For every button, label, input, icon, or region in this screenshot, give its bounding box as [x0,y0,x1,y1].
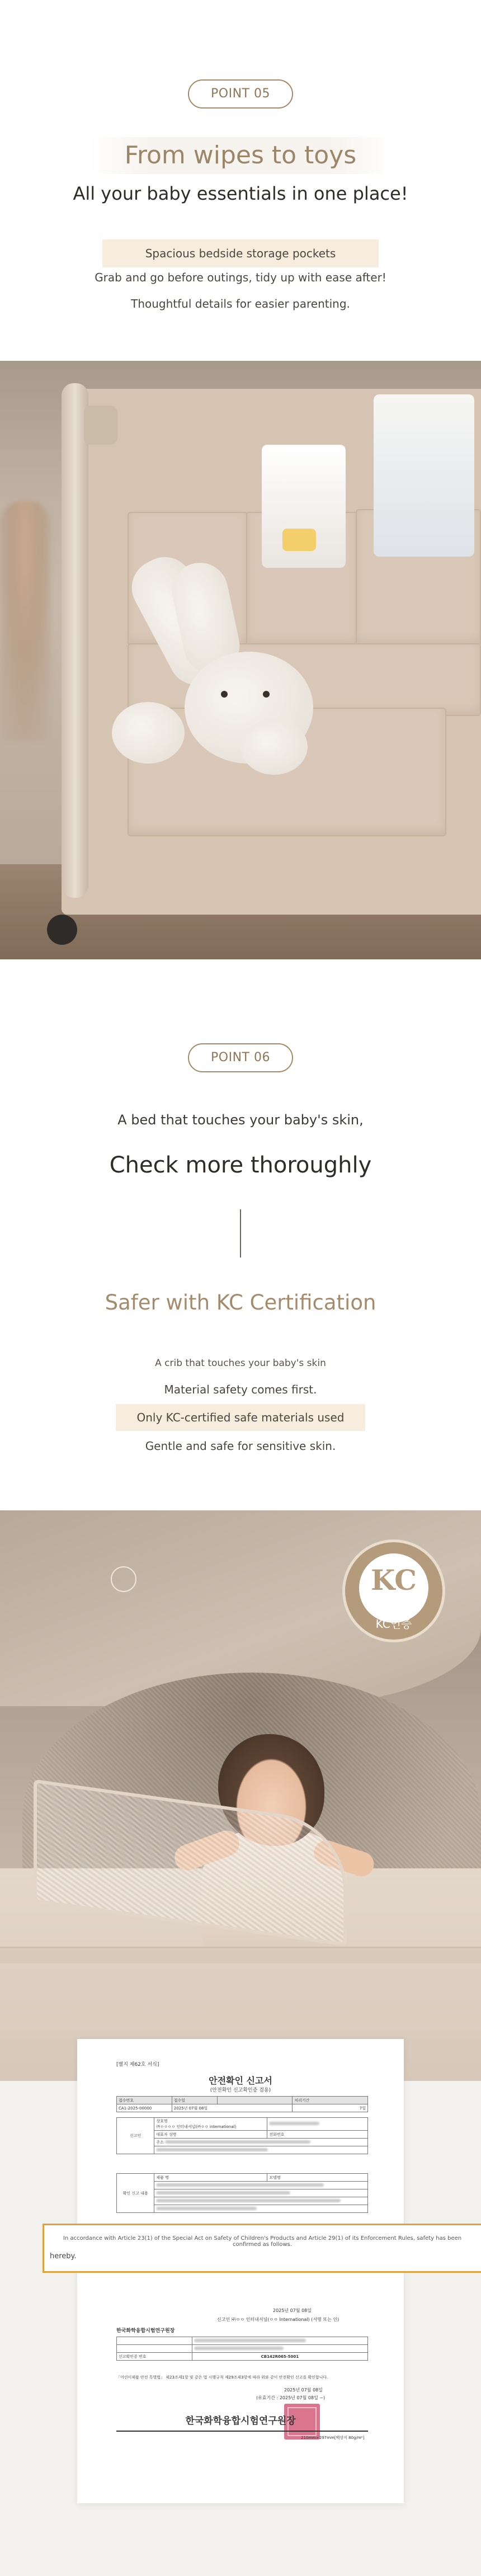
point05-line1: Grab and go before outings, tidy up with ease after! [95,271,386,284]
certificate-divider [116,2431,368,2432]
blurred-child [0,501,50,741]
point06-line3: Gentle and safe for sensitive skin. [145,1439,336,1453]
point05-line2: Thoughtful details for easier parenting. [131,297,350,310]
certificate-title: 안전확인 신고서 [209,2075,272,2086]
cell: 접수번호 [117,2097,172,2104]
cell: CB142R065-5001 [192,2353,367,2361]
kc-certification-badge [342,1539,445,1642]
certificate-date: 2025년 07월 08일 [273,2308,312,2313]
cell: 대표자 성명 [154,2131,267,2139]
callout-text: In accordance with Article 23(1) of the Special Act on Safety of Children's Products and Article 29(1) of its Enforcement Rules, safety has been confirmed as follows. [63,2235,462,2248]
cell: 2025년 07월 08일 [172,2104,293,2112]
cell: 상호명 [156,2119,168,2123]
bunny-eye [221,691,228,698]
certificate-signature-line: 신고인 ㈜ㅇㅇ 인터내셔널(ㅇㅇ International) (서명 또는 인) [217,2317,339,2322]
kc-badge-label: KC인증 [375,1617,412,1631]
blurred-text [156,2183,324,2187]
blurred-text [194,2347,284,2350]
bunny-eye [263,691,270,698]
crib-wheel [47,915,77,945]
kc-mark-icon: KC [371,1564,417,1597]
certificate-subtitle: (안전확인 신고확인증 겸용) [210,2088,271,2093]
blurred-text [194,2339,306,2342]
callout-text-continued: hereby. [50,2252,77,2261]
certificate-receipt-table [116,2096,368,2112]
point-badge: POINT 06 [188,1043,293,1072]
point06-intro: A bed that touches your baby's skin, [117,1112,364,1128]
certificate-number-table [116,2337,368,2361]
baby-in-crib-photo [0,1510,481,2081]
cell: 신고인 [117,2118,154,2154]
cell: 제품 명 [154,2174,267,2182]
point05-section [0,0,481,361]
certificate-confirm-note: 「어린이제품 안전 특별법」 제23조제1항 및 같은 법 시행규칙 제29조제3항에 따라 위와 같이 안전확인 신고를 확인합니다. [116,2375,328,2380]
cell: 접수일 [172,2097,217,2104]
crib-post-cap [84,406,117,445]
cell: 주소 [156,2140,164,2145]
storage-pocket-photo [0,361,481,959]
certificate-callout [43,2224,481,2273]
crib-corner-post [62,383,88,898]
blurred-text [269,2122,319,2125]
certificate-product-table [116,2173,368,2213]
certificate-institute-label: 한국화학융합시험연구원장 [116,2328,175,2334]
blurred-text [156,2199,341,2202]
blurred-text [156,2148,268,2151]
bunny-foot [240,719,308,775]
point05-headline: From wipes to toys [89,137,392,174]
cell: CA1-2025-00000 [117,2104,172,2112]
blurred-text [156,2207,257,2210]
brand-logo-icon [111,1566,136,1592]
certificate-validity: (유효기간 : 2025년 07월 08일 ~) [256,2395,326,2400]
blurred-text [165,2140,310,2144]
point06-section [0,959,481,1510]
crib-rail [0,1947,481,1963]
point-badge: POINT 05 [188,79,293,109]
certificate-confirm-date: 2025년 07월 08일 [284,2387,323,2393]
certificate-issuer: 한국화학융합시험연구원장 [185,2415,296,2427]
cell: 확인 신고 내용 [117,2174,154,2213]
cell: 처리기간 [293,2097,368,2104]
certificate-applicant-table [116,2117,368,2154]
form-number: [별지 제62호 서식] [116,2062,159,2068]
cell: ㈜ㅇㅇㅇㅇ 인터내셔널(㈜ㅇㅇ international) [156,2125,237,2129]
certificate-section [0,2062,481,2576]
point06-line2: Material safety comes first. [164,1383,317,1396]
wipes-pack-label [282,529,316,551]
cell: 모델명 [267,2174,368,2182]
point06-headline: Check more thoroughly [109,1152,372,1178]
cell: 신고확인증 번호 [117,2353,192,2361]
point06-highlight: Only KC-certified safe materials used [116,1404,365,1431]
point05-subheadline: All your baby essentials in one place! [73,183,408,204]
point05-highlight: Spacious bedside storage pockets [102,239,379,267]
certificate-footer: 210mm×297mm[백상지 80g/m²] [301,2436,365,2440]
blurred-text [156,2191,290,2194]
bunny-arm [112,702,185,764]
cell: 7일 [293,2104,368,2112]
cell: 전화번호 [267,2131,368,2139]
point06-title: Safer with KC Certification [105,1291,376,1315]
point06-line1: A crib that touches your baby's skin [155,1358,326,1369]
diaper-pack [374,394,474,557]
divider-line [240,1209,241,1258]
